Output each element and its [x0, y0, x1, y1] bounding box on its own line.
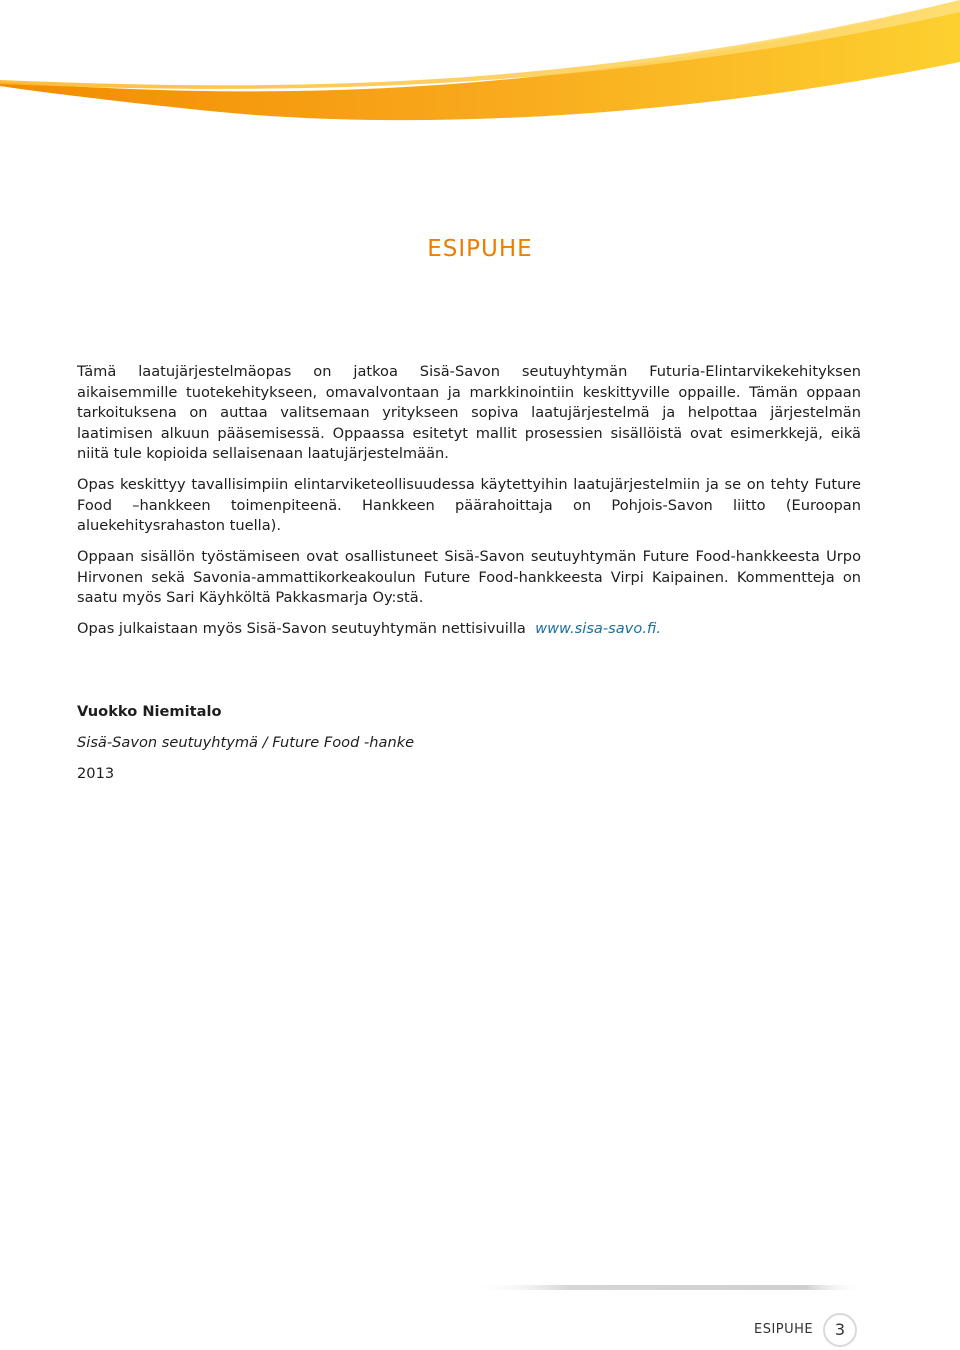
- paragraph: Oppaan sisällön työstämiseen ovat osallistuneet Sisä-Savon seutuyhtymän Future Food-hankkeesta Urpo Hirvonen sekä Savonia-ammattikorkeakoulun Future Food-hankkeesta Virpi Kaipainen. Kommentteja on saatu myös Sari Käyhköltä Pakkasmarja Oy:stä.: [77, 548, 861, 606]
- author-organization: Sisä-Savon seutuyhtymä / Future Food -hanke: [77, 734, 415, 751]
- header-swoosh-decoration: [0, 0, 960, 135]
- page-title: ESIPUHE: [427, 236, 533, 262]
- page-number: 3: [823, 1313, 857, 1347]
- paragraph: Tämä laatujärjestelmäopas on jatkoa Sisä-Savon seutuyhtymän Futuria-Elintarvikekehityksen aikaisemmille tuotekehitykseen, omavalvontaan ja markkinointiin keskittyville oppaille. Tämän oppaan tarkoituksena on auttaa valitsemaan yritykseen sopiva laatujärjestelmä ja helpottaa järjestelmän laatimisen alkuun pääsemisessä. Oppaassa esitetyt mallit prosessien sisällöistä ovat esimerkkejä, eikä niitä tule kopioida sellaisenaan laatujärjestelmään.: [77, 363, 861, 462]
- website-link[interactable]: www.sisa-savo.fi.: [535, 620, 661, 637]
- paragraph: Opas keskittyy tavallisimpiin elintarviketeollisuudessa käytettyihin laatujärjestelmiin ja se on tehty Future Food –hankkeen toimenpiteenä. Hankkeen päärahoittaja on Pohjois-Savon liitto (Euroopan aluekehitysrahaston tuella).: [77, 476, 861, 534]
- footer-section-label: ESIPUHE: [754, 1322, 814, 1337]
- footer-divider: [470, 1284, 865, 1292]
- preface-body: [77, 362, 861, 650]
- publication-year: 2013: [77, 765, 115, 782]
- signature-block: [77, 702, 414, 784]
- paragraph-text: Opas julkaistaan myös Sisä-Savon seutuyhtymän nettisivuilla: [77, 620, 526, 637]
- paragraph: [77, 619, 861, 640]
- author-name: Vuokko Niemitalo: [77, 703, 222, 720]
